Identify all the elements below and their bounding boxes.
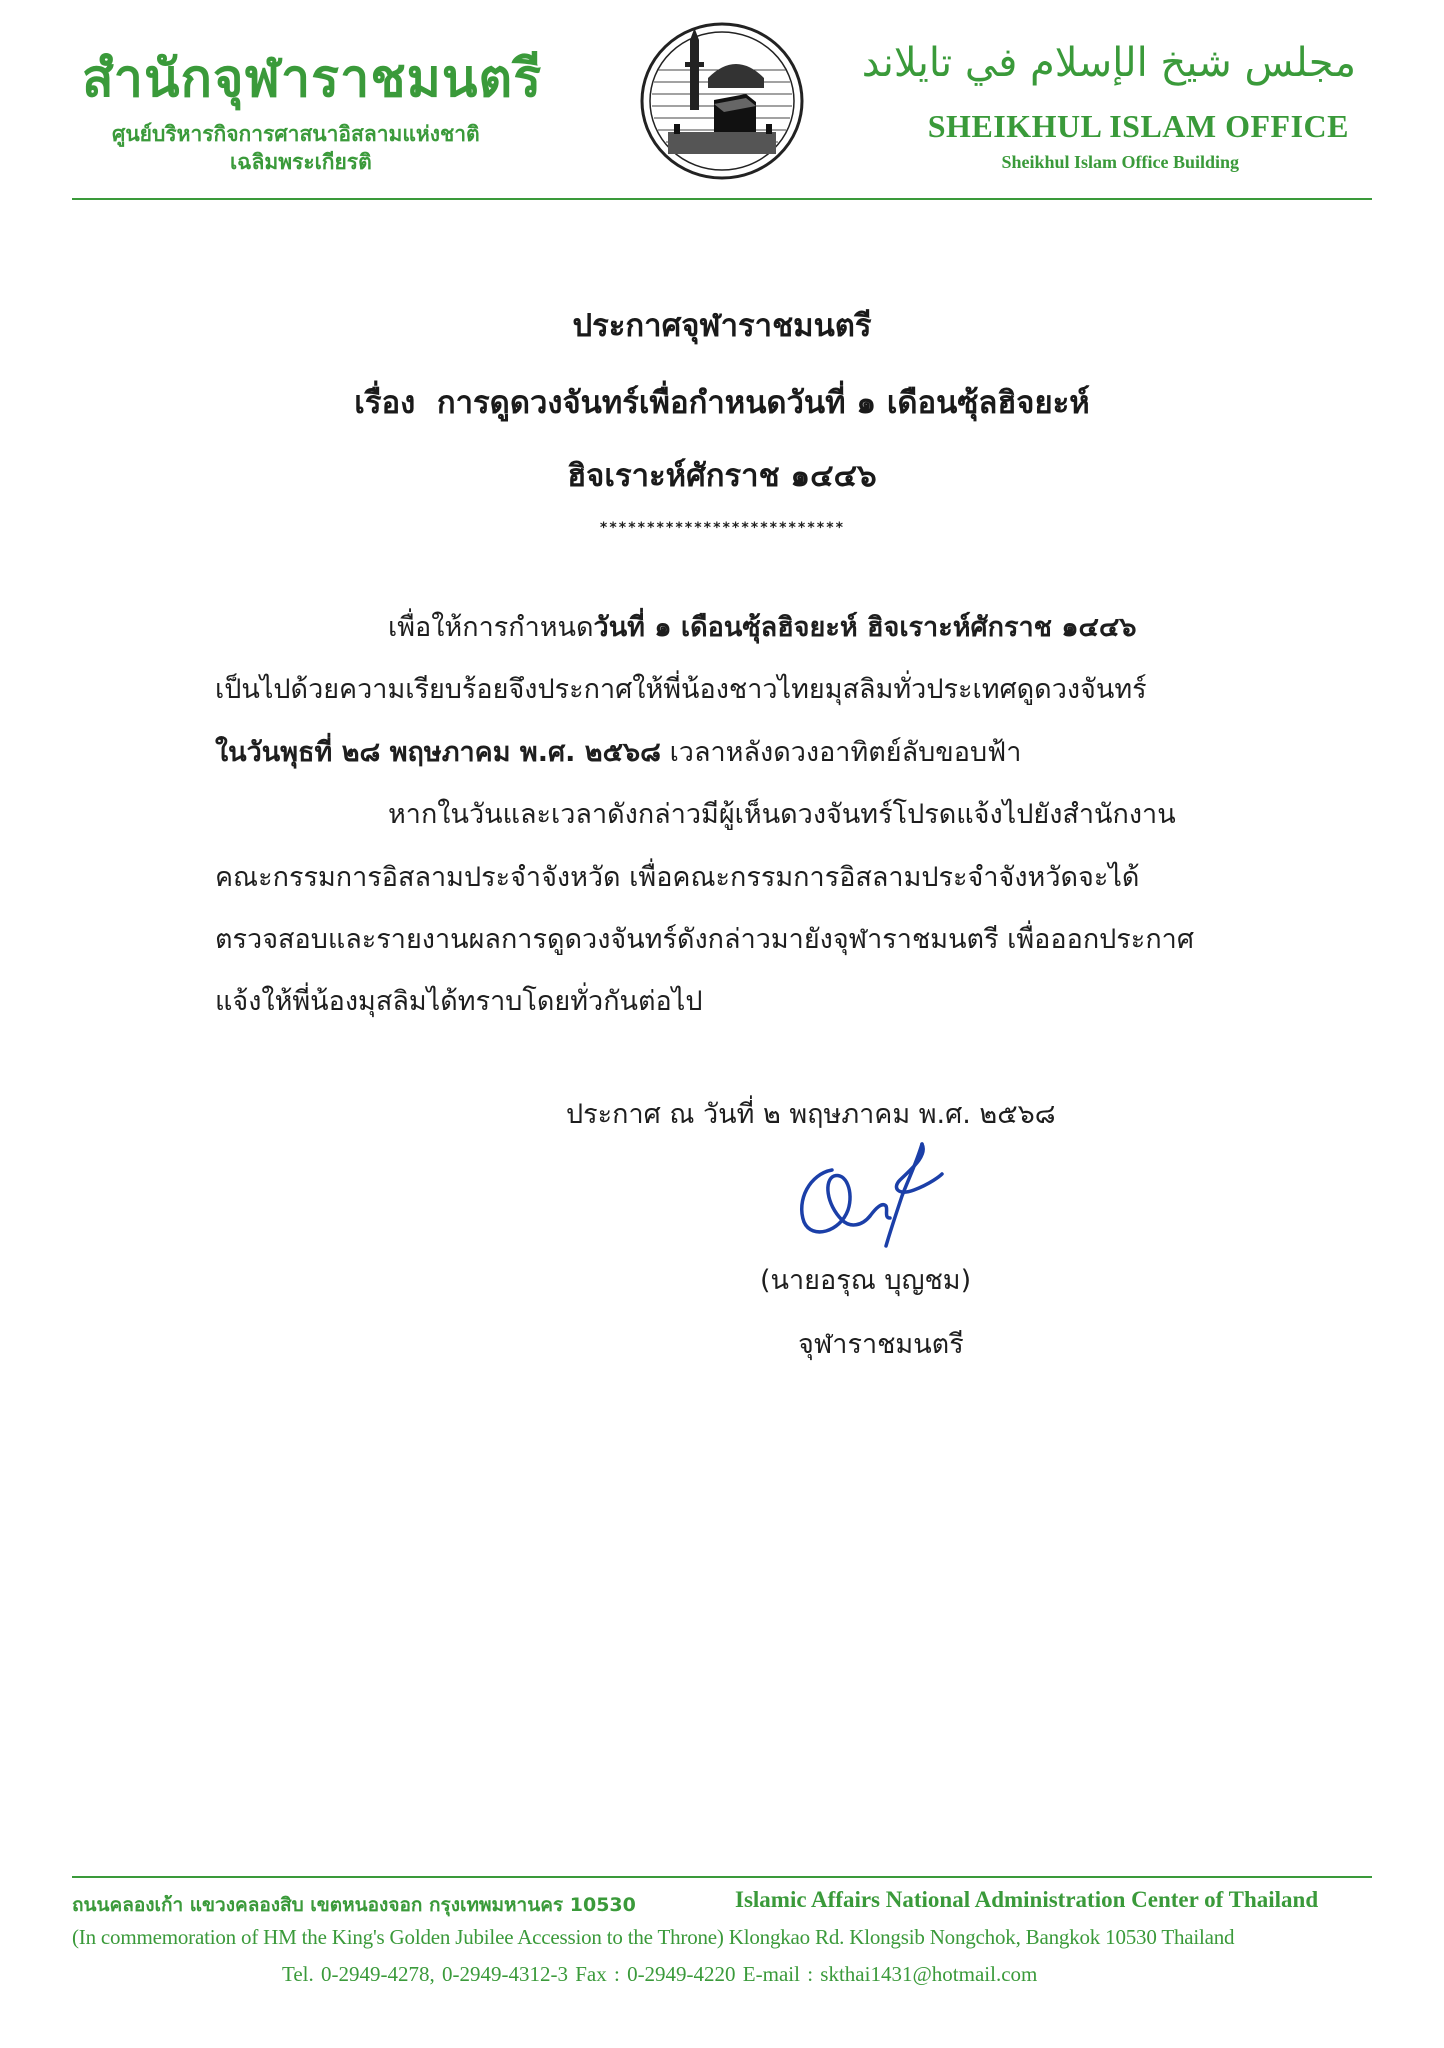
office-name-thai: สำนักจุฬาราชมนตรี xyxy=(82,49,543,109)
office-name-arabic: مجلس شيخ الإسلام في تايلاند xyxy=(861,40,1356,86)
office-subtitle-thai-1: ศูนย์บริหารกิจการศาสนาอิสลามแห่งชาติ xyxy=(112,122,480,146)
body-line-1-lead: เพื่อให้การกำหนด xyxy=(388,612,594,643)
announcement-title: ประกาศจุฬาราชมนตรี xyxy=(572,308,872,344)
subject-label: เรื่อง xyxy=(354,385,416,421)
announcement-subject xyxy=(0,377,1444,427)
announcement-subject-line2: ฮิจเราะห์ศักราช ๑๔๔๖ xyxy=(567,458,877,494)
footer-contact: Tel. 0-2949-4278, 0-2949-4312-3 Fax : 0-2949-4220 E-mail : skthai1431@hotmail.com xyxy=(282,1962,1038,1986)
body-line-7: แจ้งให้พี่น้องมุสลิมได้ทราบโดยทั่วกันต่อไป xyxy=(215,986,703,1017)
body-line-1-emphasis: วันที่ ๑ เดือนซุ้ลฮิจยะห์ ฮิจเราะห์ศักราช ๑๔๔๖ xyxy=(593,612,1137,643)
body-line-4: หากในวันและเวลาดังกล่าวมีผู้เห็นดวงจันทร์โปรดแจ้งไปยังสำนักงาน xyxy=(388,799,1176,830)
footer-commemoration: (In commemoration of HM the King's Golden Jubilee Accession to the Throne) Klongkao Rd. Klongsib Nongchok, Bangkok 10530 Thailand xyxy=(72,1925,1235,1949)
body-line-3-rest: เวลาหลังดวงอาทิตย์ลับขอบฟ้า xyxy=(660,737,1022,768)
handwritten-signature xyxy=(790,1140,970,1250)
body-line-3-date: ในวันพุธที่ ๒๘ พฤษภาคม พ.ศ. ๒๕๖๘ xyxy=(215,737,661,768)
body-line-2: เป็นไปด้วยความเรียบร้อยจึงประกาศให้พี่น้องชาวไทยมุสลิมทั่วประเทศดูดวงจันทร์ xyxy=(215,674,1147,705)
footer-address-thai: ถนนคลองเก้า แขวงคลองสิบ เขตหนองจอก กรุงเทพมหานคร 10530 xyxy=(72,1894,636,1916)
body-line-5: คณะกรรมการอิสลามประจำจังหวัด เพื่อคณะกรรมการอิสลามประจำจังหวัดจะได้ xyxy=(215,862,1140,893)
body-line-3 xyxy=(215,730,1021,773)
office-subtitle-thai-2: เฉลิมพระเกียรติ xyxy=(230,150,372,174)
office-name-english: SHEIKHUL ISLAM OFFICE xyxy=(927,108,1349,144)
footer-center-name: Islamic Affairs National Administration Center of Thailand xyxy=(735,1887,1319,1912)
mosque-seal-logo xyxy=(638,20,806,182)
body-line-1 xyxy=(388,605,1137,648)
office-building-english: Sheikhul Islam Office Building xyxy=(1001,152,1239,172)
signer-position: จุฬาราชมนตรี xyxy=(798,1329,964,1360)
separator-stars: ************************** xyxy=(599,520,845,536)
subject-text: การดูดวงจันทร์เพื่อกำหนดวันที่ ๑ เดือนซุ้ลฮิจยะห์ xyxy=(436,385,1090,421)
signer-name: (นายอรุณ บุญชม) xyxy=(760,1265,972,1296)
header-divider xyxy=(72,198,1372,200)
announcement-date: ประกาศ ณ วันที่ ๒ พฤษภาคม พ.ศ. ๒๕๖๘ xyxy=(566,1099,1056,1130)
footer-divider xyxy=(72,1876,1372,1878)
body-line-6: ตรวจสอบและรายงานผลการดูดวงจันทร์ดังกล่าวมายังจุฬาราชมนตรี เพื่อออกประกาศ xyxy=(215,924,1194,955)
